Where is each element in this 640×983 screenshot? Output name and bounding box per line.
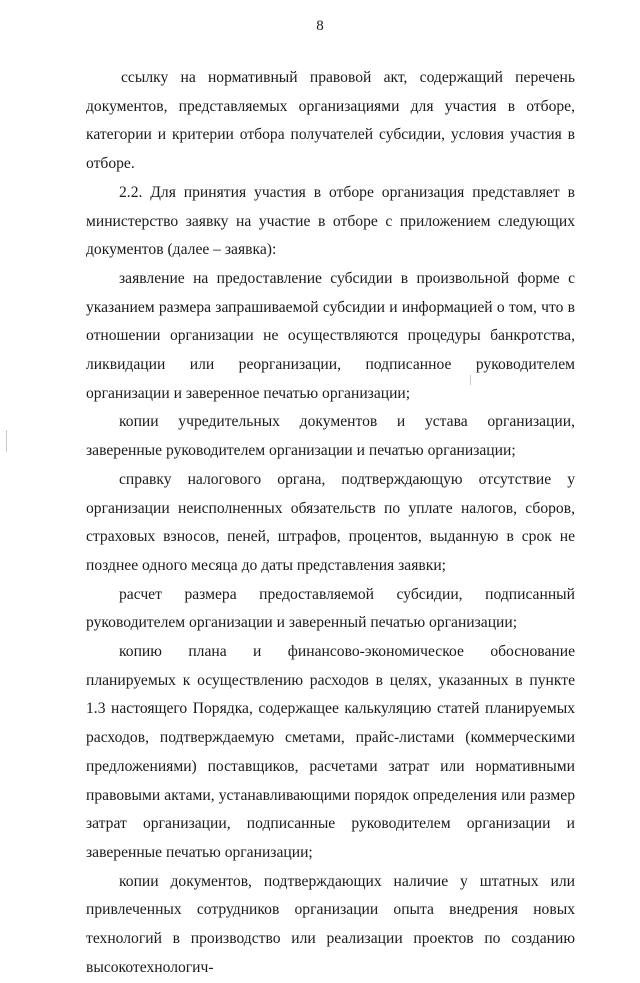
paragraph-tax-certificate: справку налогового органа, подтверждающую отсутствие у организации неисполненных обязательств по уплате налогов, сборов, страховых взносов, пеней, штрафов, процентов, выданную в срок не позднее одного месяца до даты представления заявки;: [86, 470, 575, 574]
paragraph-experience-documents: копии документов, подтверждающих наличие у штатных или привлеченных сотрудников организации опыта внедрения новых технологий в производство или реализации проектов по созданию высокотехнологич-: [86, 872, 575, 976]
paragraph-application: заявление на предоставление субсидии в произвольной форме с указанием размера запрашиваемой субсидии и информацией о том, что в отношении организации не осуществляются процедуры банкротства, ликвидации или реорганизации, подписанное руководителем организации и заверенное печатью организации;: [86, 269, 575, 402]
paragraph-plan-copy: копию плана и финансово-экономическое обоснование планируемых к осуществлению расходов в целях, указанных в пункте 1.3 настоящего Порядка, содержащее калькуляцию статей планируемых расходов, подтверждаемую сметами, прайс-листами (коммерческими предложениями) поставщиков, расчетами затрат или нормативными правовыми актами, устанавливающими порядок определения или размер затрат организации, подписанные руководителем организации и заверенные печатью организации;: [86, 643, 575, 861]
scan-artifact-line: [6, 430, 7, 452]
paragraph-subsidy-calculation: расчет размера предоставляемой субсидии, подписанный руководителем организации и заверенный печатью организации;: [86, 585, 575, 632]
paragraph-section-2-2: 2.2. Для принятия участия в отборе организация представляет в министерство заявку на участие в отборе с приложением следующих документов (далее – заявка):: [86, 183, 575, 259]
paragraph-continuation: ссылку на нормативный правовой акт, содержащий перечень документов, представляемых организациями для участия в отборе, категории и критерии отбора получателей субсидии, условия участия в отборе.: [86, 69, 575, 173]
paragraph-charter-copies: копии учредительных документов и устава организации, заверенные руководителем организации и печатью организации;: [86, 413, 575, 460]
page-number: 8: [316, 18, 324, 34]
document-body: [86, 64, 575, 983]
